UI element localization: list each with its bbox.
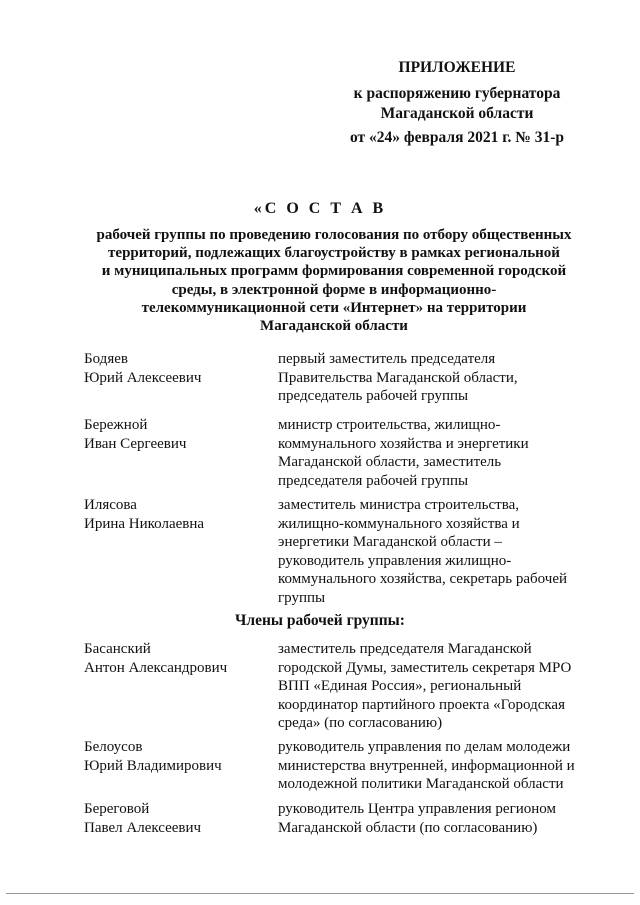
role-line: жилищно-коммунального хозяйства и bbox=[278, 515, 520, 532]
role-line: коммунального хозяйства, секретарь рабочей bbox=[278, 571, 568, 587]
appendix-title: ПРИЛОЖЕНИЕ bbox=[398, 59, 516, 76]
member-role bbox=[278, 496, 576, 607]
member-name bbox=[84, 416, 264, 453]
role-line: группы bbox=[278, 589, 326, 606]
subtitle-line: среды, в электронной форме в информационно- bbox=[171, 281, 497, 298]
subtitle-line: и муниципальных программ формирования современной городской bbox=[101, 263, 567, 280]
role-line: заместитель министра строительства, bbox=[278, 497, 519, 513]
subtitle-line: территорий, подлежащих благоустройству в рамках региональной bbox=[108, 245, 560, 262]
subtitle-line: телекоммуникационной сети «Интернет» на территории bbox=[141, 299, 527, 316]
role-line: председателя рабочей группы bbox=[278, 472, 469, 489]
member-role bbox=[278, 738, 576, 794]
appendix-line-2: Магаданской области bbox=[380, 105, 534, 122]
member-given-name: Юрий Алексеевич bbox=[84, 369, 202, 386]
subtitle-line: Магаданской области bbox=[260, 318, 408, 335]
member-given-name: Антон Александрович bbox=[84, 659, 228, 676]
member-name bbox=[84, 738, 264, 775]
role-line: министерства внутренней, информационной и bbox=[278, 757, 575, 774]
role-line: Магаданской области, заместитель bbox=[278, 454, 502, 470]
document-heading: «С О С Т А В bbox=[253, 200, 387, 217]
role-line: ВПП «Единая Россия», региональный bbox=[278, 678, 522, 694]
role-line: молодежной политики Магаданской области bbox=[278, 776, 564, 792]
member-surname: Береговой bbox=[84, 801, 150, 817]
role-line: председатель рабочей группы bbox=[278, 388, 469, 404]
role-line: среда» (по согласованию) bbox=[278, 715, 443, 731]
role-line: руководитель Центра управления регионом bbox=[278, 801, 556, 817]
member-role bbox=[278, 416, 576, 490]
member-role bbox=[278, 800, 576, 837]
member-name bbox=[84, 350, 264, 387]
role-line: руководитель управления жилищно- bbox=[278, 552, 512, 569]
member-surname: Белоусов bbox=[84, 739, 143, 755]
member-given-name: Павел Алексеевич bbox=[84, 819, 202, 836]
member-given-name: Ирина Николаевна bbox=[84, 515, 205, 532]
role-line: первый заместитель председателя bbox=[278, 351, 496, 367]
appendix-line-1: к распоряжению губернатора bbox=[353, 85, 561, 102]
member-role bbox=[278, 350, 576, 406]
appendix-date: от «24» февраля 2021 г. № 31-р bbox=[350, 129, 564, 146]
role-line: энергетики Магаданской области – bbox=[278, 534, 502, 550]
members-heading: Члены рабочей группы: bbox=[235, 612, 405, 629]
role-line: заместитель председателя Магаданской bbox=[278, 641, 532, 657]
role-line: координатор партийного проекта «Городская bbox=[278, 696, 565, 713]
subtitle-line: рабочей группы по проведению голосования по отбору общественных bbox=[96, 227, 572, 243]
document-subtitle bbox=[84, 226, 584, 335]
member-given-name: Иван Сергеевич bbox=[84, 435, 187, 452]
member-surname: Бодяев bbox=[84, 351, 128, 367]
member-surname: Бережной bbox=[84, 417, 148, 433]
member-given-name: Юрий Владимирович bbox=[84, 757, 222, 774]
member-role bbox=[278, 640, 576, 733]
member-name bbox=[84, 640, 264, 677]
member-surname: Илясова bbox=[84, 497, 137, 513]
role-line: городской Думы, заместитель секретаря МРО bbox=[278, 659, 572, 676]
role-line: коммунального хозяйства и энергетики bbox=[278, 435, 529, 452]
member-surname: Басанский bbox=[84, 641, 151, 657]
page-bottom-divider bbox=[6, 893, 634, 894]
role-line: Магаданской области (по согласованию) bbox=[278, 819, 538, 836]
role-line: руководитель управления по делам молодежи bbox=[278, 739, 571, 755]
member-name bbox=[84, 800, 264, 837]
role-line: министр строительства, жилищно- bbox=[278, 417, 501, 433]
role-line: Правительства Магаданской области, bbox=[278, 369, 518, 386]
member-name bbox=[84, 496, 264, 533]
